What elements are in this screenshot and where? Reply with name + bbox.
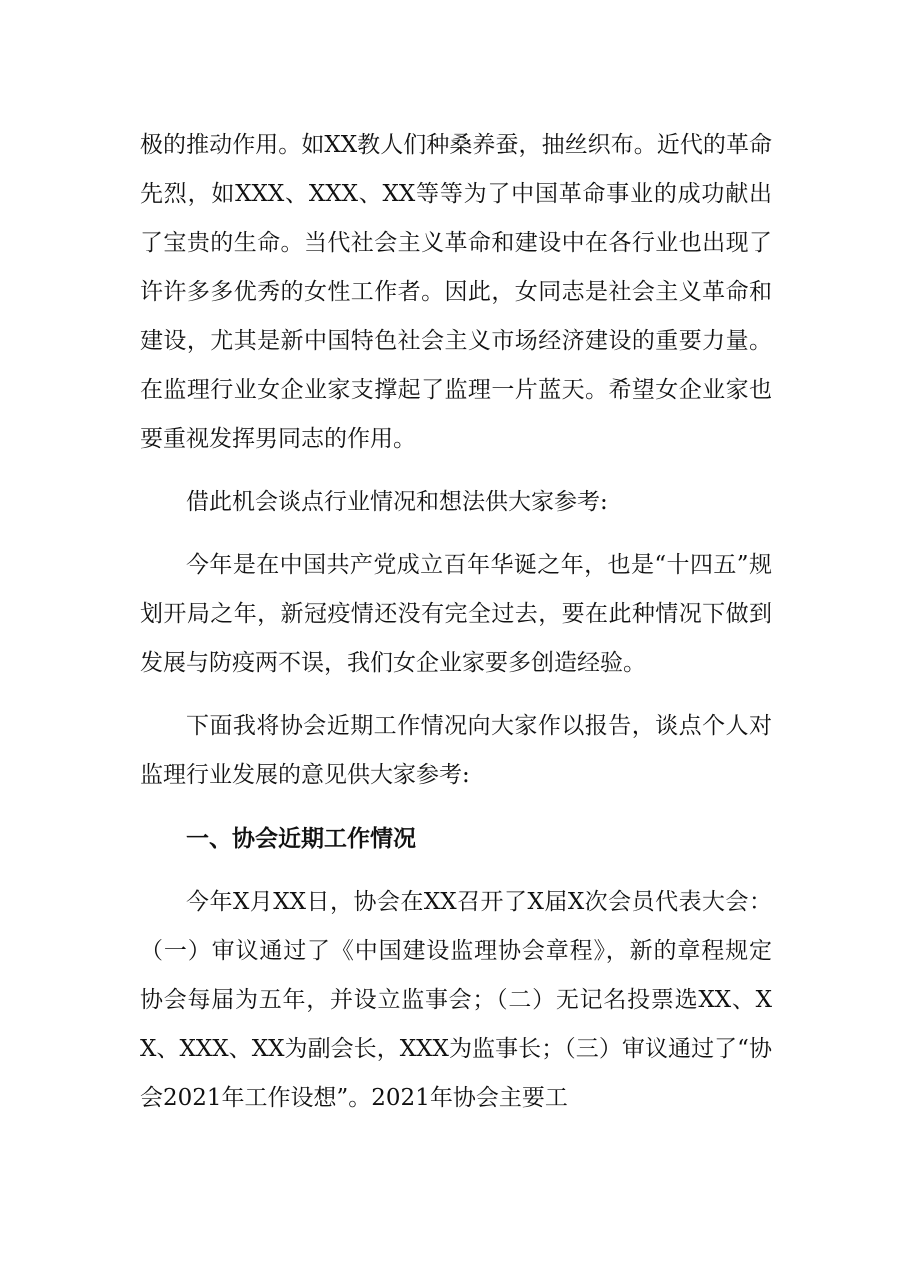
section-heading: 一、协会近期工作情况 [186,826,416,852]
document-body [140,121,772,1123]
paragraph-year-context: 今年是在中国共产党成立百年华诞之年，也是“十四五”规划开局之年，新冠疫情还没有完全过去，要在此种情况下做到发展与防疫两不误，我们女企业家要多创造经验。 [140,552,772,676]
paragraph-association-work: 今年X月XX日，协会在XX召开了X届X次会员代表大会：（一）审议通过了《中国建设监理协会章程》，新的章程规定协会每届为五年，并设立监事会；（二）无记名投票选XX、XX、XXX、XX为副会长，XXX为监事长；（三）审议通过了“协会2021年工作设想”。2021年协会主要工 [140,889,772,1111]
paragraph-continuation: 极的推动作用。如XX教人们种桑养蚕，抽丝织布。近代的革命先烈，如XXX、XXX、XX等等为了中国革命事业的成功献出了宝贵的生命。当代社会主义革命和建设中在各行业也出现了许许多多优秀的女性工作者。因此，女同志是社会主义革命和建设，尤其是新中国特色社会主义市场经济建设的重要力量。在监理行业女企业家支撑起了监理一片蓝天。希望女企业家也要重视发挥男同志的作用。 [140,132,772,452]
paragraph-report-intro: 下面我将协会近期工作情况向大家作以报告，谈点个人对监理行业发展的意见供大家参考: [140,713,772,788]
paragraph-intro: 借此机会谈点行业情况和想法供大家参考: [186,489,608,515]
